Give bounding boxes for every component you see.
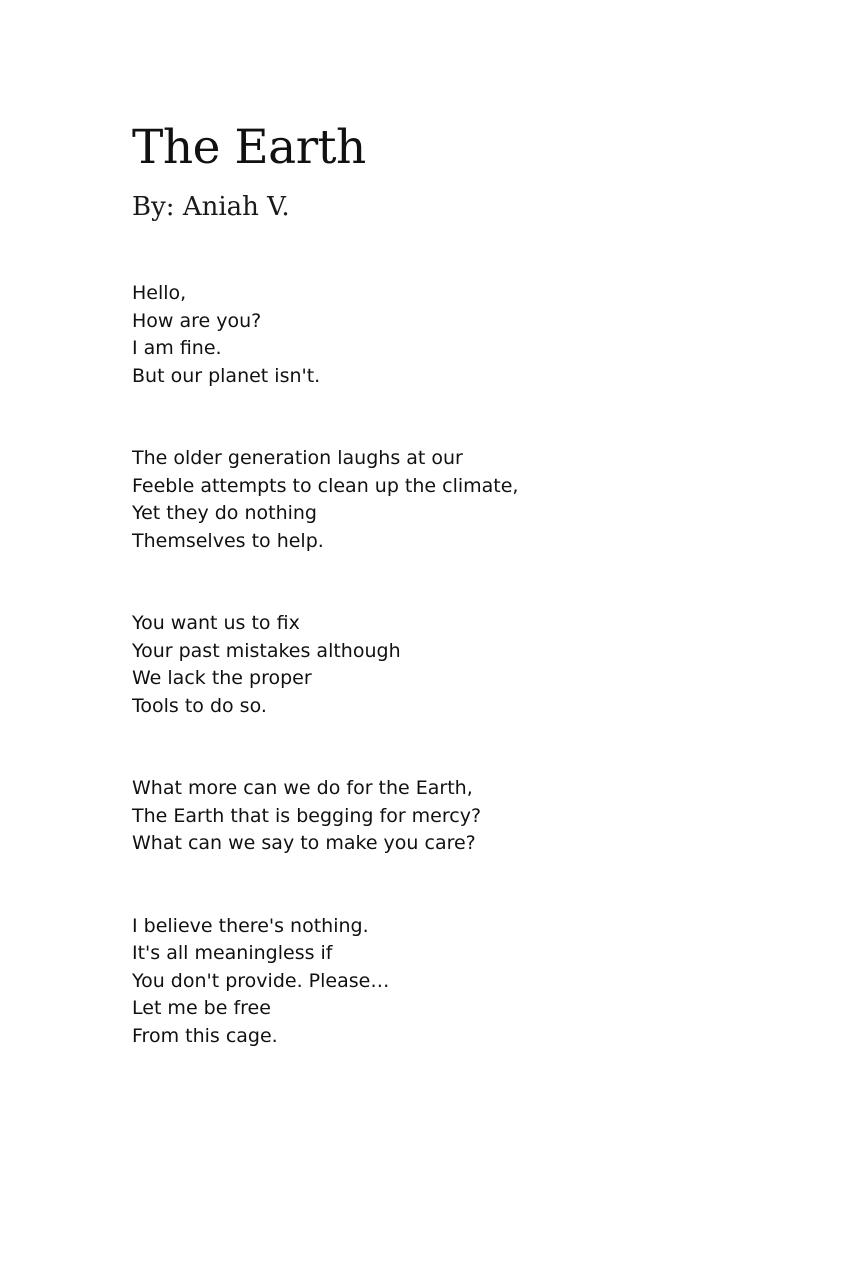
poem-author: By: Aniah V. xyxy=(132,192,290,222)
poem-line: How are you? xyxy=(132,309,262,332)
poem-line: I believe there's nothing. xyxy=(132,914,369,937)
stanza xyxy=(132,610,772,720)
poem-line: The older generation laughs at our xyxy=(132,447,463,469)
stanza xyxy=(132,775,772,858)
poem-line: You don't provide. Please… xyxy=(132,969,390,992)
poem-line: The Earth that is begging for mercy? xyxy=(132,804,482,827)
poem-line: Feeble attempts to clean up the climate, xyxy=(132,474,519,497)
poem-line: Yet they do nothing xyxy=(132,502,317,524)
poem-line: Your past mistakes although xyxy=(132,639,401,662)
poem-line: Tools to do so. xyxy=(132,694,267,717)
poem-line: It's all meaningless if xyxy=(132,942,333,964)
poem-line: We lack the proper xyxy=(132,667,312,689)
poem-line: Hello, xyxy=(132,282,187,304)
poem-body xyxy=(132,280,772,1050)
stanza xyxy=(132,445,772,555)
poem-line: I am fine. xyxy=(132,337,222,359)
stanza xyxy=(132,280,772,390)
poem-line: What more can we do for the Earth, xyxy=(132,777,473,799)
document-page xyxy=(132,118,772,1105)
poem-line: You want us to fix xyxy=(132,612,300,634)
poem-line: But our planet isn't. xyxy=(132,364,321,387)
poem-line: What can we say to make you care? xyxy=(132,832,476,854)
poem-line: Themselves to help. xyxy=(132,529,324,552)
poem-line: From this cage. xyxy=(132,1024,278,1047)
stanza xyxy=(132,913,772,1051)
poem-line: Let me be free xyxy=(132,997,271,1019)
poem-title: The Earth xyxy=(132,120,366,175)
